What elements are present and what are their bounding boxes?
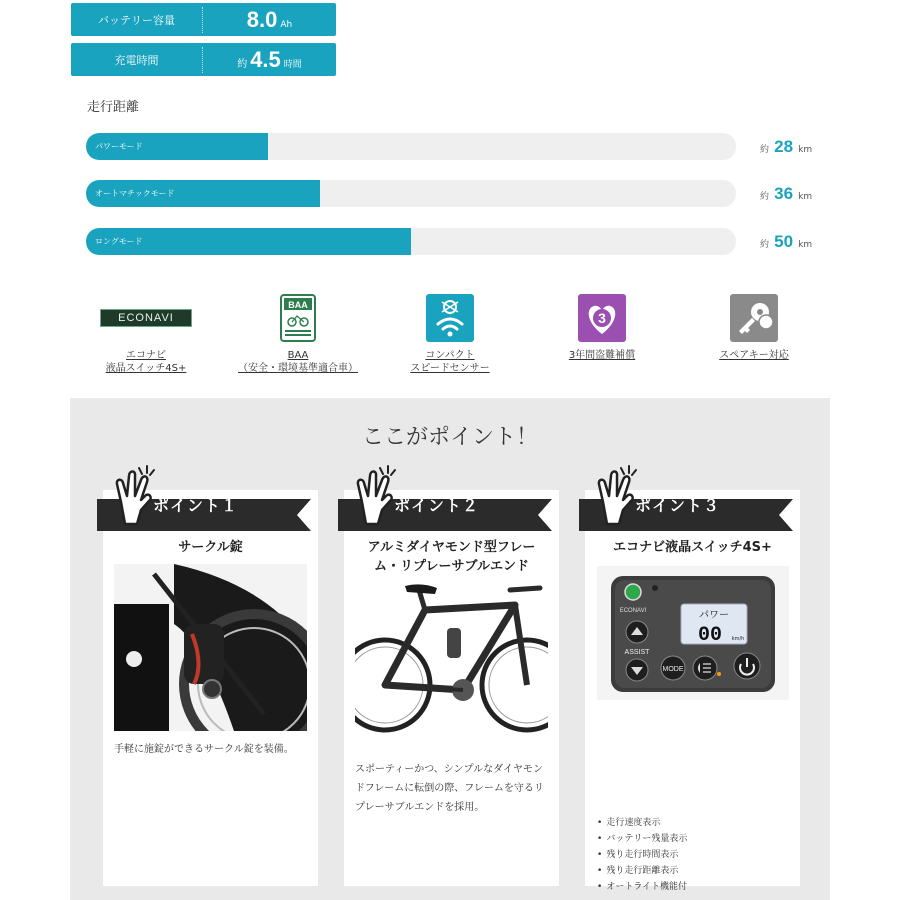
bar-label: ロングモード bbox=[95, 237, 143, 246]
points-panel bbox=[70, 398, 830, 900]
svg-text:3: 3 bbox=[598, 310, 606, 326]
battery-capacity-value: 8.0 bbox=[246, 6, 278, 32]
feature-caption-line2: スピードセンサー bbox=[410, 363, 490, 374]
battery-capacity-unit: Ah bbox=[280, 19, 293, 30]
bar-label: オートマチックモード bbox=[95, 189, 175, 198]
spare-key-icon bbox=[730, 294, 778, 342]
peace-hand-icon bbox=[111, 464, 159, 526]
feature-list bbox=[597, 815, 687, 895]
bar-value-number: 28 bbox=[774, 137, 794, 156]
distance-title: 走行距離 bbox=[87, 100, 140, 115]
list-item: • オートライト機能付 bbox=[597, 879, 687, 895]
bar-value-unit: km bbox=[798, 240, 813, 250]
distance-bar-power bbox=[86, 133, 821, 160]
list-item: • 残り走行時間表示 bbox=[597, 847, 687, 863]
feature-caption-line1: スペアキー対応 bbox=[719, 350, 789, 361]
point-description: スポーティーかつ、シンプルなダイヤモンドフレームに転倒の際、フレームを守るリプレーサブルエンドを採用。 bbox=[355, 764, 544, 813]
feature-econavi[interactable] bbox=[76, 292, 216, 375]
svg-text:パワー: パワー bbox=[699, 610, 729, 621]
battery-capacity-label: バッテリー容量 bbox=[98, 13, 175, 27]
bar-value bbox=[760, 228, 812, 259]
feature-caption-line2: 液晶スイッチ4S+ bbox=[105, 363, 187, 374]
point-description: 手軽に施錠ができるサークル錠を装備。 bbox=[114, 744, 294, 755]
bar-value bbox=[760, 133, 812, 164]
point-title: アルミダイヤモンド型フレーム・リプレーサブルエンド bbox=[367, 540, 536, 574]
point-card-1 bbox=[103, 490, 318, 886]
point-badge-label: ポイント１ bbox=[153, 496, 239, 515]
point-title: エコナビ液晶スイッチ4S+ bbox=[613, 540, 772, 555]
list-item: • 走行速度表示 bbox=[597, 815, 687, 831]
feature-caption-line1: コンパクト bbox=[425, 350, 475, 361]
bar-track bbox=[86, 228, 736, 255]
bar-value-prefix: 約 bbox=[760, 145, 770, 155]
bar-value-unit: km bbox=[798, 145, 813, 155]
speed-sensor-icon bbox=[426, 294, 474, 342]
charge-time-unit: 時間 bbox=[283, 59, 302, 70]
svg-text:ECONAVI: ECONAVI bbox=[619, 608, 647, 614]
feature-caption[interactable] bbox=[532, 349, 672, 362]
feature-caption-line1: BAA bbox=[287, 350, 309, 361]
charge-time-label: 充電時間 bbox=[114, 53, 159, 67]
feature-caption-line1: エコナビ bbox=[126, 350, 166, 361]
feature-speed-sensor[interactable] bbox=[380, 292, 520, 375]
feature-caption[interactable] bbox=[228, 349, 368, 375]
charge-time-value: 4.5 bbox=[250, 46, 281, 72]
feature-caption[interactable] bbox=[380, 349, 520, 375]
baa-mark-icon bbox=[280, 294, 316, 342]
bar-value bbox=[760, 180, 812, 211]
svg-text:km/h: km/h bbox=[731, 636, 745, 642]
point-badge-label: ポイント２ bbox=[394, 496, 480, 515]
list-item: • バッテリー残量表示 bbox=[597, 831, 687, 847]
peace-hand-icon bbox=[593, 464, 641, 526]
point-badge-label: ポイント３ bbox=[635, 496, 721, 515]
point-card-3 bbox=[585, 490, 800, 892]
peace-hand-icon bbox=[352, 464, 400, 526]
svg-text:00: 00 bbox=[697, 624, 723, 647]
econavi-logo-icon: ECONAVI bbox=[100, 309, 192, 327]
list-item: • 残り走行距離表示 bbox=[597, 863, 687, 879]
point-title: サークル錠 bbox=[178, 540, 243, 555]
bar-value-number: 36 bbox=[774, 184, 794, 203]
bar-value-prefix: 約 bbox=[760, 240, 770, 250]
bar-value-unit: km bbox=[798, 192, 813, 202]
svg-text:ASSIST: ASSIST bbox=[624, 649, 650, 656]
feature-spare-key[interactable] bbox=[684, 292, 824, 362]
feature-theft-compensation[interactable] bbox=[532, 292, 672, 362]
battery-capacity-box bbox=[71, 3, 336, 36]
feature-caption-line2: （安全・環境基準適合車） bbox=[238, 363, 358, 374]
charge-time-prefix: 約 bbox=[237, 58, 248, 70]
feature-caption[interactable] bbox=[76, 349, 216, 375]
feature-caption-line1: 3年間盗難補償 bbox=[568, 350, 636, 361]
heart-3-icon bbox=[578, 294, 626, 342]
points-title: ここがポイント！ bbox=[361, 425, 538, 450]
feature-baa[interactable] bbox=[228, 292, 368, 375]
feature-caption[interactable] bbox=[684, 349, 824, 362]
bar-track bbox=[86, 133, 736, 160]
bicycle-photo bbox=[355, 580, 548, 742]
point-card-2 bbox=[344, 490, 559, 886]
lcd-switch-photo bbox=[597, 566, 789, 700]
distance-bar-auto bbox=[86, 180, 821, 207]
svg-text:MODE: MODE bbox=[662, 666, 684, 673]
bar-label: パワーモード bbox=[95, 142, 143, 151]
bar-value-number: 50 bbox=[774, 232, 794, 251]
bar-track bbox=[86, 180, 736, 207]
charge-time-box bbox=[71, 43, 336, 76]
distance-bar-long bbox=[86, 228, 821, 255]
bar-value-prefix: 約 bbox=[760, 192, 770, 202]
circle-lock-photo bbox=[114, 564, 307, 731]
svg-text:BAA: BAA bbox=[288, 300, 308, 310]
